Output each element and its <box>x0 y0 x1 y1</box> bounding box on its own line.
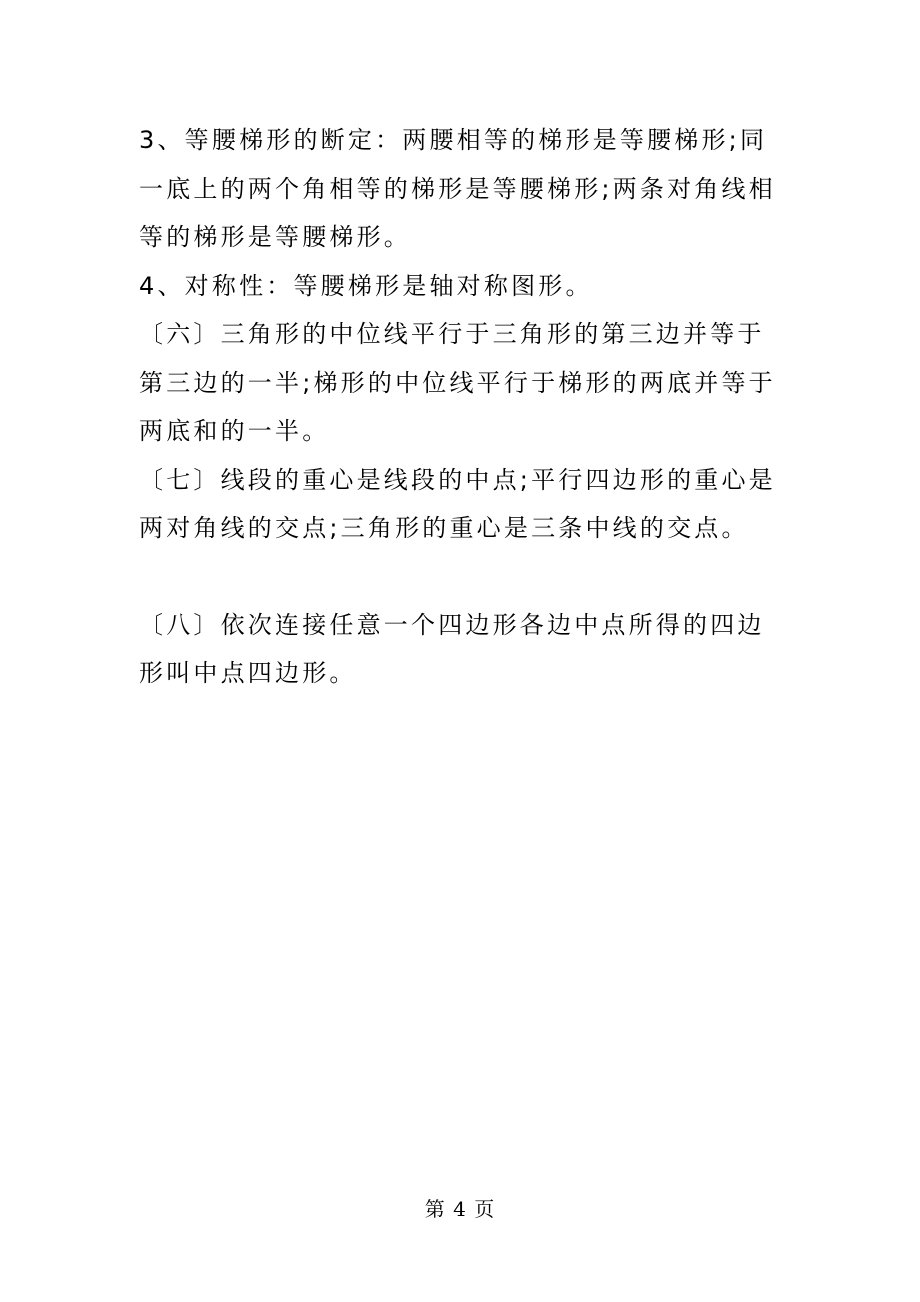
document-body <box>139 116 779 698</box>
paragraph-midpoint-quadrilateral: 〔八〕依次连接任意一个四边形各边中点所得的四边形叫中点四边形。 <box>139 610 765 687</box>
paragraph-midline: 〔六〕三角形的中位线平行于三角形的第三边并等于第三边的一半;梯形的中位线平行于梯形的两底并等于两底和的一半。 <box>139 320 776 445</box>
page-number: 第 4 页 <box>424 1197 496 1221</box>
paragraph-centroid: 〔七〕线段的重心是线段的中点;平行四边形的重心是两对角线的交点;三角形的重心是三条中线的交点。 <box>139 465 776 542</box>
paragraph-symmetry: 4、对称性：等腰梯形是轴对称图形。 <box>139 271 593 300</box>
paragraph-spacer <box>139 553 779 601</box>
paragraph-isosceles-trapezoid-criteria: 3、等腰梯形的断定：两腰相等的梯形是等腰梯形;同一底上的两个角相等的梯形是等腰梯形;两条对角线相等的梯形是等腰梯形。 <box>139 126 776 251</box>
